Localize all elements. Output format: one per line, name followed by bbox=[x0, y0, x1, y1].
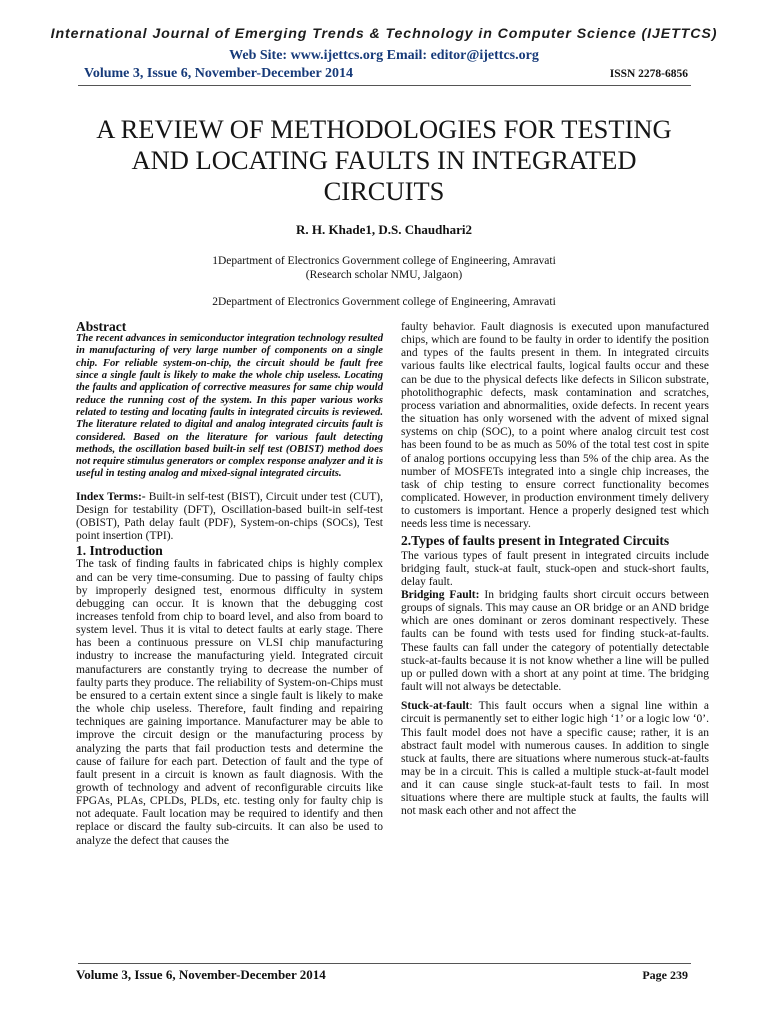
intro-continuation: faulty behavior. Fault diagnosis is executed upon manufactured chips, which are found to be faulty in order to identify the position and types of the faults present in them. In integrated circuits various faults like electrical faults, logical faults occur and these can be due to the physical defects like defects in Silicon substrate, photolithographic defects, mask contamination and scratches, process variation and abnormalities, oxide defects. In recent years the situation has only worsened with the advent of mixed signal systems on chip (SOC), to a point where analog circuit test cost has been found to be as much as 50% of the total test cost in spite of analog portions occupying less than 5% of the chip area. As the number of MOSFETs integrated into a single chip increases, the task of chip testing to ensure correct functionality becomes complicated. However, in production environment timely delivery to customers is important. Hence a properly designed test which needs less time is necessary. bbox=[401, 321, 709, 531]
stuck-at-fault-label: Stuck-at-fault bbox=[401, 700, 470, 713]
affiliation-1: 1Department of Electronics Government college of Engineering, Amravati bbox=[212, 255, 556, 267]
header-issn: ISSN 2278-6856 bbox=[609, 68, 688, 80]
header-divider bbox=[78, 85, 691, 86]
footer-divider bbox=[78, 963, 691, 964]
paper-authors: R. H. Khade1, D.S. Chaudhari2 bbox=[296, 222, 472, 237]
section2-heading: 2.Types of faults present in Integrated Circuits bbox=[401, 532, 670, 548]
bridging-fault-text: In bridging faults short circuit occurs between groups of signals. This may cause an OR bridge or an AND bridge which are ones dominant or zeros dominant respectively. These faults can be found with tests used for finding stuck-at-faults. These faults can fall under the category of potentially detectable stuck-at-faults because it is not know whether a line will be pulled up or pulled down with a short at any point at time. The bridging fault will not always be detectable. bbox=[401, 588, 709, 694]
section2-intro: The various types of fault present in integrated circuits include bridging fault, stuck-at fault, stuck-open and stuck-short faults, delay fault. bbox=[401, 549, 709, 588]
index-terms bbox=[76, 491, 383, 544]
bridging-fault-paragraph bbox=[401, 589, 709, 694]
paper-title: A REVIEW OF METHODOLOGIES FOR TESTING AND LOCATING FAULTS IN INTEGRATED CIRCUITS bbox=[96, 114, 672, 206]
affiliation-2: 2Department of Electronics Government college of Engineering, Amravati bbox=[212, 296, 556, 308]
stuck-at-fault-paragraph bbox=[401, 700, 709, 818]
affiliation-1-note: (Research scholar NMU, Jalgaon) bbox=[305, 269, 463, 281]
index-terms-text: Built-in self-test (BIST), Circuit under test (CUT), Design for testability (DFT), Oscillation-based built-in self-test (OBIST), Path delay fault (PDF), System-on-chips (SOCs), Test point insertion (TPI). bbox=[76, 490, 384, 543]
footer-page-number: Page 239 bbox=[642, 968, 688, 982]
header-volume-issue: Volume 3, Issue 6, November-December 2014 bbox=[84, 66, 353, 81]
left-column bbox=[76, 320, 383, 848]
bridging-fault-label: Bridging Fault: bbox=[401, 588, 480, 601]
stuck-at-fault-text: : This fault occurs when a signal line within a circuit is permanently set to either logic high ‘1’ or a logic low ‘0’. This fault model does not have a specific cause; rather, it is an abstract fault model with numerous causes. In addition to single stuck at faults, there are situations where numerous stuck-at-faults may be in a circuit. This is called a multiple stuck-at-fault model and it can cause single stuck-at-fault tests to fail. In most situations where there are multiple stuck at faults, the faults will not mask each other and not affect the bbox=[401, 700, 709, 818]
index-terms-label: Index Terms:- bbox=[76, 490, 146, 503]
footer-volume-issue: Volume 3, Issue 6, November-December 2014 bbox=[76, 967, 326, 982]
abstract-heading: Abstract bbox=[76, 319, 127, 334]
intro-heading: 1. Introduction bbox=[76, 543, 163, 559]
intro-text: The task of finding faults in fabricated chips is highly complex and can be very time-consuming. Due to passing of faulty chips by improperly designed test, enormous difficulty in system debugging can occur. It is known that the debugging cost increases tenfold from chip to board level, and also from board to system level. Thus it is vital to detect faults at early stage. There has been a continuous pressure on VLSI chip manufacturing industry to increase the manufacturing yield. Integrated circuit manufacturers are constantly trying to decrease the number of faulty parts they produce. The reliability of System-on-Chips must be ensured to a certain extent since a single fault is likely to make the whole chip useless. Therefore, fault finding and repairing techniques are gaining importance. Manufacturer may be able to improve the circuit design or the manufacturing process by analyzing the parts that fail production tests and determine the cause of failure for each part. Detection of fault and the type of fault present in a circuit is known as fault diagnosis. With the growth of technology and advent of reconfigurable circuits like FPGAs, PLAs, CPLDs, PLDs, etc. testing only for faulty chip is not adequate. Fault location may be required to identify and then replace or discard the faulty sub-circuits. It can also be used to analyze the defect that causes the bbox=[76, 558, 383, 847]
abstract-text: The recent advances in semiconductor integration technology resulted in manufacturing of very large number of components on a single chip. For reliable system-on-chip, the circuit should be fault free since a single fault is likely to make the whole chip useless. Locating the faults and application of corrective measures for same chip would reduce the running cost of the system. In this paper various works related to testing and locating faults in integrated circuits is reviewed. The literature related to digital and analog integrated circuits fault is considered. Based on the literature for various fault detecting methods, the oscillation based built-in self test (OBIST) method does not require stimulus generators or complex response analyzer and it is useful in testing analog and mixed-signal integrated circuits. bbox=[76, 333, 383, 480]
journal-name: International Journal of Emerging Trends & Technology in Computer Science (IJETTCS) bbox=[50, 26, 718, 42]
right-column bbox=[401, 321, 709, 819]
journal-website: Web Site: www.ijettcs.org Email: editor@ijettcs.org bbox=[229, 48, 539, 63]
